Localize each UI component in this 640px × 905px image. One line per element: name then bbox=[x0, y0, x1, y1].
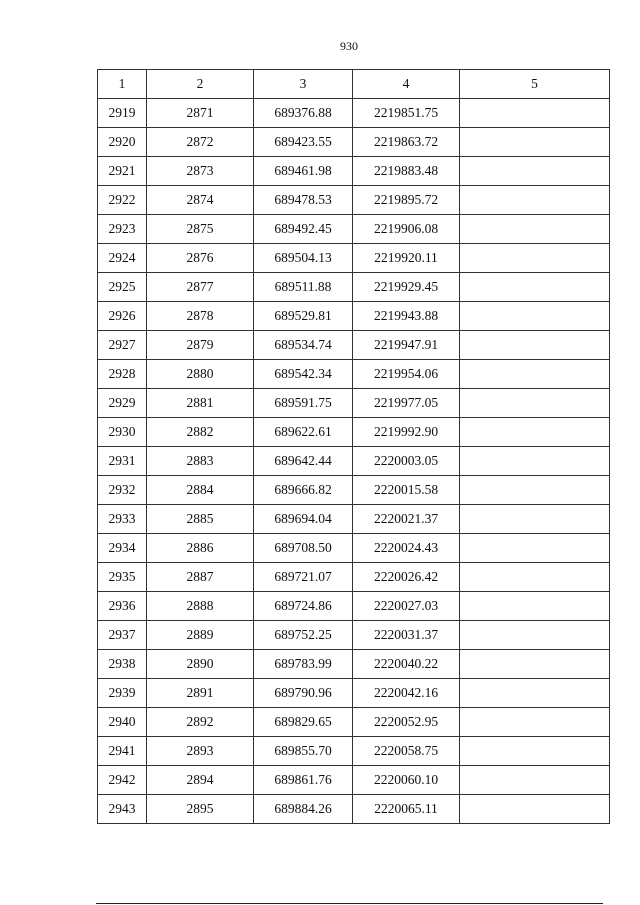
table-cell: 689591.75 bbox=[254, 389, 353, 418]
table-cell: 2220052.95 bbox=[353, 708, 460, 737]
table-cell: 2920 bbox=[98, 128, 147, 157]
table-cell bbox=[460, 128, 610, 157]
table-cell: 2942 bbox=[98, 766, 147, 795]
table-cell: 2921 bbox=[98, 157, 147, 186]
table-cell bbox=[460, 99, 610, 128]
table-cell: 2219883.48 bbox=[353, 157, 460, 186]
table-body bbox=[98, 99, 610, 824]
table-cell: 689542.34 bbox=[254, 360, 353, 389]
column-header: 5 bbox=[460, 70, 610, 99]
table-cell: 2219947.91 bbox=[353, 331, 460, 360]
table-row bbox=[98, 418, 610, 447]
table-cell: 2220024.43 bbox=[353, 534, 460, 563]
table-cell bbox=[460, 563, 610, 592]
table-cell: 2219954.06 bbox=[353, 360, 460, 389]
table-cell bbox=[460, 476, 610, 505]
table-cell: 689529.81 bbox=[254, 302, 353, 331]
table-cell bbox=[460, 592, 610, 621]
table-cell bbox=[460, 795, 610, 824]
table-cell: 689721.07 bbox=[254, 563, 353, 592]
table-cell: 2872 bbox=[147, 128, 254, 157]
table-cell: 2877 bbox=[147, 273, 254, 302]
table-cell: 2881 bbox=[147, 389, 254, 418]
table-cell: 2219863.72 bbox=[353, 128, 460, 157]
table-row bbox=[98, 157, 610, 186]
table-cell: 2219920.11 bbox=[353, 244, 460, 273]
table-cell: 689708.50 bbox=[254, 534, 353, 563]
table-cell: 2220060.10 bbox=[353, 766, 460, 795]
table-cell: 2894 bbox=[147, 766, 254, 795]
table-cell: 2930 bbox=[98, 418, 147, 447]
table-cell: 2923 bbox=[98, 215, 147, 244]
table-row bbox=[98, 273, 610, 302]
table-cell bbox=[460, 534, 610, 563]
table-cell: 2925 bbox=[98, 273, 147, 302]
table-row bbox=[98, 795, 610, 824]
table-cell: 689622.61 bbox=[254, 418, 353, 447]
table-row bbox=[98, 389, 610, 418]
table-cell: 2876 bbox=[147, 244, 254, 273]
table-cell: 2893 bbox=[147, 737, 254, 766]
table-row bbox=[98, 766, 610, 795]
table-cell: 2219851.75 bbox=[353, 99, 460, 128]
table-cell bbox=[460, 186, 610, 215]
table-cell: 689855.70 bbox=[254, 737, 353, 766]
table-cell: 2919 bbox=[98, 99, 147, 128]
table-cell: 2886 bbox=[147, 534, 254, 563]
table-cell bbox=[460, 505, 610, 534]
footer-rule bbox=[96, 903, 603, 904]
table-row bbox=[98, 650, 610, 679]
table-cell: 2220065.11 bbox=[353, 795, 460, 824]
table-cell: 2219943.88 bbox=[353, 302, 460, 331]
table-cell: 689861.76 bbox=[254, 766, 353, 795]
table-cell: 689534.74 bbox=[254, 331, 353, 360]
table-cell: 2940 bbox=[98, 708, 147, 737]
table-cell: 2891 bbox=[147, 679, 254, 708]
table-cell: 2220058.75 bbox=[353, 737, 460, 766]
table-cell bbox=[460, 766, 610, 795]
table-cell bbox=[460, 331, 610, 360]
table-cell: 2929 bbox=[98, 389, 147, 418]
table-row bbox=[98, 737, 610, 766]
table-cell: 2924 bbox=[98, 244, 147, 273]
table-cell: 2220031.37 bbox=[353, 621, 460, 650]
table-cell: 2941 bbox=[98, 737, 147, 766]
column-header: 3 bbox=[254, 70, 353, 99]
table-cell: 2928 bbox=[98, 360, 147, 389]
table-cell: 2878 bbox=[147, 302, 254, 331]
table-cell: 689790.96 bbox=[254, 679, 353, 708]
table-cell: 2220040.22 bbox=[353, 650, 460, 679]
table-cell: 2219895.72 bbox=[353, 186, 460, 215]
table-cell: 2938 bbox=[98, 650, 147, 679]
table-cell bbox=[460, 215, 610, 244]
table-cell: 2220027.03 bbox=[353, 592, 460, 621]
table-cell: 2882 bbox=[147, 418, 254, 447]
table-cell: 2875 bbox=[147, 215, 254, 244]
table-cell: 2220003.05 bbox=[353, 447, 460, 476]
table-cell bbox=[460, 418, 610, 447]
table-row bbox=[98, 505, 610, 534]
table-cell: 2883 bbox=[147, 447, 254, 476]
table-cell: 2892 bbox=[147, 708, 254, 737]
table-cell: 2939 bbox=[98, 679, 147, 708]
page-number: 930 bbox=[340, 39, 358, 53]
table-cell: 689783.99 bbox=[254, 650, 353, 679]
table-cell: 2220026.42 bbox=[353, 563, 460, 592]
table-row bbox=[98, 186, 610, 215]
table-cell: 689884.26 bbox=[254, 795, 353, 824]
table-row bbox=[98, 215, 610, 244]
table-row bbox=[98, 563, 610, 592]
header-row bbox=[98, 70, 610, 99]
table-cell: 689694.04 bbox=[254, 505, 353, 534]
table-cell: 2943 bbox=[98, 795, 147, 824]
table-cell: 2885 bbox=[147, 505, 254, 534]
table-cell: 2889 bbox=[147, 621, 254, 650]
table-cell bbox=[460, 650, 610, 679]
table-cell: 2937 bbox=[98, 621, 147, 650]
table-cell bbox=[460, 273, 610, 302]
table-row bbox=[98, 244, 610, 273]
table-cell: 2873 bbox=[147, 157, 254, 186]
table-cell: 2890 bbox=[147, 650, 254, 679]
table-cell bbox=[460, 737, 610, 766]
coordinates-table bbox=[97, 69, 610, 824]
table-cell: 2888 bbox=[147, 592, 254, 621]
table-cell bbox=[460, 244, 610, 273]
table-cell: 689829.65 bbox=[254, 708, 353, 737]
table-row bbox=[98, 99, 610, 128]
table-cell: 2895 bbox=[147, 795, 254, 824]
table-cell: 2219929.45 bbox=[353, 273, 460, 302]
table-cell bbox=[460, 302, 610, 331]
table-cell bbox=[460, 447, 610, 476]
column-header: 1 bbox=[98, 70, 147, 99]
table-row bbox=[98, 621, 610, 650]
table-cell bbox=[460, 679, 610, 708]
table-cell: 689504.13 bbox=[254, 244, 353, 273]
column-header: 2 bbox=[147, 70, 254, 99]
table-cell bbox=[460, 621, 610, 650]
table-cell: 689724.86 bbox=[254, 592, 353, 621]
table-cell bbox=[460, 708, 610, 737]
table-cell: 2871 bbox=[147, 99, 254, 128]
table-row bbox=[98, 302, 610, 331]
table-cell: 689752.25 bbox=[254, 621, 353, 650]
table-cell: 689423.55 bbox=[254, 128, 353, 157]
table-cell: 2874 bbox=[147, 186, 254, 215]
table-cell: 689666.82 bbox=[254, 476, 353, 505]
table-cell: 2220015.58 bbox=[353, 476, 460, 505]
table-cell: 2220021.37 bbox=[353, 505, 460, 534]
table-cell: 2219992.90 bbox=[353, 418, 460, 447]
table-cell: 2922 bbox=[98, 186, 147, 215]
table-row bbox=[98, 476, 610, 505]
table-cell: 2931 bbox=[98, 447, 147, 476]
table-row bbox=[98, 360, 610, 389]
table-row bbox=[98, 592, 610, 621]
table-cell: 2219906.08 bbox=[353, 215, 460, 244]
table-cell: 2884 bbox=[147, 476, 254, 505]
table-cell: 689642.44 bbox=[254, 447, 353, 476]
table-cell: 2933 bbox=[98, 505, 147, 534]
table-row bbox=[98, 128, 610, 157]
table-cell bbox=[460, 157, 610, 186]
table-cell: 2879 bbox=[147, 331, 254, 360]
table-cell bbox=[460, 389, 610, 418]
table-row bbox=[98, 534, 610, 563]
table-row bbox=[98, 447, 610, 476]
table-row bbox=[98, 679, 610, 708]
table-cell: 2880 bbox=[147, 360, 254, 389]
table-row bbox=[98, 708, 610, 737]
table-cell: 2936 bbox=[98, 592, 147, 621]
table-cell: 689492.45 bbox=[254, 215, 353, 244]
table-cell: 2935 bbox=[98, 563, 147, 592]
table-cell: 689511.88 bbox=[254, 273, 353, 302]
table-cell: 689376.88 bbox=[254, 99, 353, 128]
table-cell: 2934 bbox=[98, 534, 147, 563]
table-row bbox=[98, 331, 610, 360]
table-cell: 689478.53 bbox=[254, 186, 353, 215]
table-cell: 2927 bbox=[98, 331, 147, 360]
table-cell: 2220042.16 bbox=[353, 679, 460, 708]
table-cell: 2926 bbox=[98, 302, 147, 331]
table-cell bbox=[460, 360, 610, 389]
column-header: 4 bbox=[353, 70, 460, 99]
table-cell: 2887 bbox=[147, 563, 254, 592]
table-cell: 689461.98 bbox=[254, 157, 353, 186]
table-cell: 2932 bbox=[98, 476, 147, 505]
table-cell: 2219977.05 bbox=[353, 389, 460, 418]
